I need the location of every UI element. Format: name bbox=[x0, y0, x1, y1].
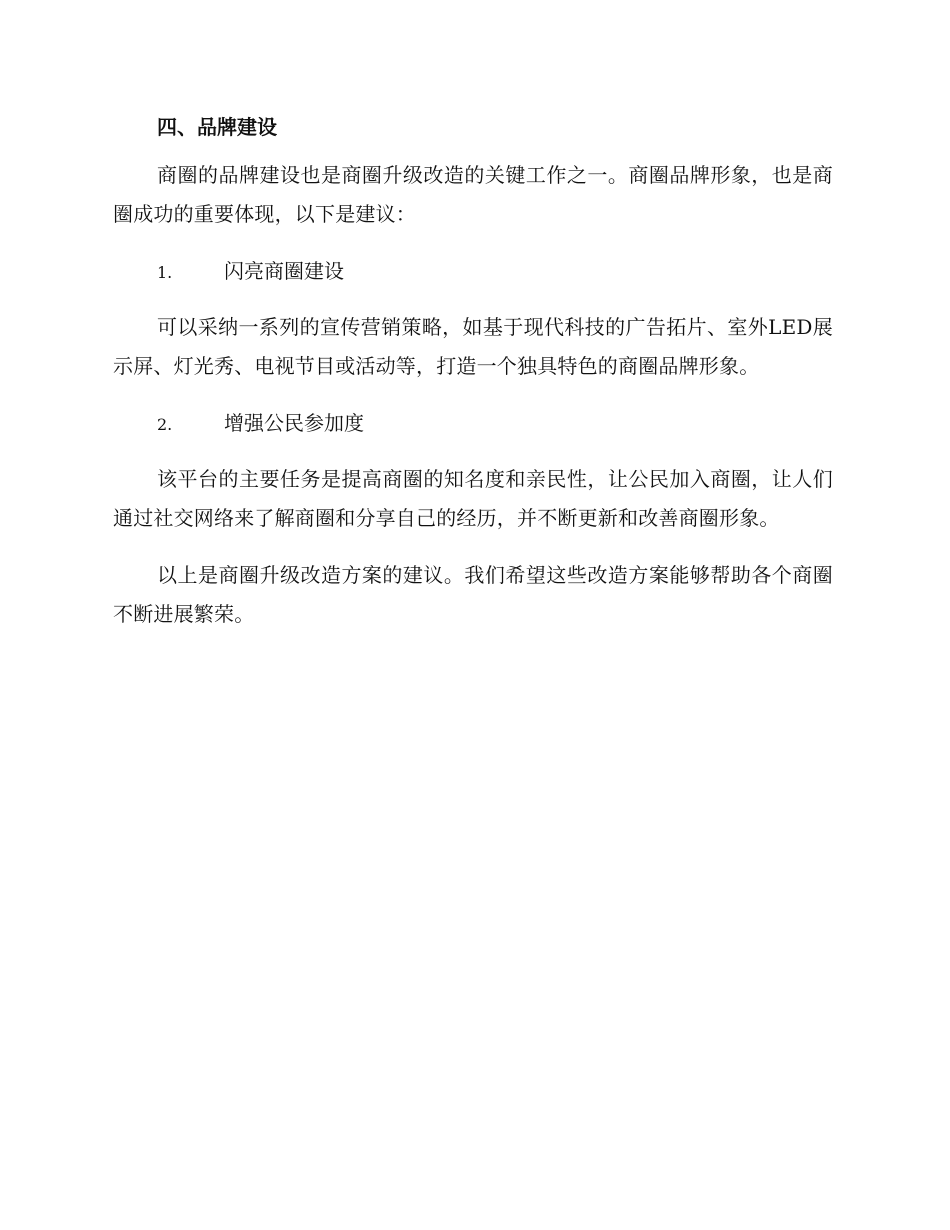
intro-paragraph: 商圈的品牌建设也是商圈升级改造的关键工作之一。商圈品牌形象，也是商圈成功的重要体现，以下是建议： bbox=[113, 163, 833, 226]
conclusion-paragraph: 以上是商圈升级改造方案的建议。我们希望这些改造方案能够帮助各个商圈不断进展繁荣。 bbox=[113, 563, 833, 626]
item-1-paragraph: 可以采纳一系列的宣传营销策略，如基于现代科技的广告拓片、室外LED展示屏、灯光秀、电视节目或活动等，打造一个独具特色的商圈品牌形象。 bbox=[113, 315, 833, 378]
list-title-2: 增强公民参加度 bbox=[224, 411, 364, 435]
document-body bbox=[113, 108, 833, 652]
list-item-2 bbox=[113, 404, 833, 444]
list-number-1: 1. bbox=[157, 263, 173, 282]
list-item-1 bbox=[113, 252, 833, 292]
list-title-1: 闪亮商圈建设 bbox=[224, 259, 344, 283]
section-heading: 四、品牌建设 bbox=[157, 115, 277, 139]
list-number-2: 2. bbox=[157, 415, 173, 434]
item-2-paragraph: 该平台的主要任务是提高商圈的知名度和亲民性，让公民加入商圈，让人们通过社交网络来了解商圈和分享自己的经历，并不断更新和改善商圈形象。 bbox=[113, 467, 833, 530]
